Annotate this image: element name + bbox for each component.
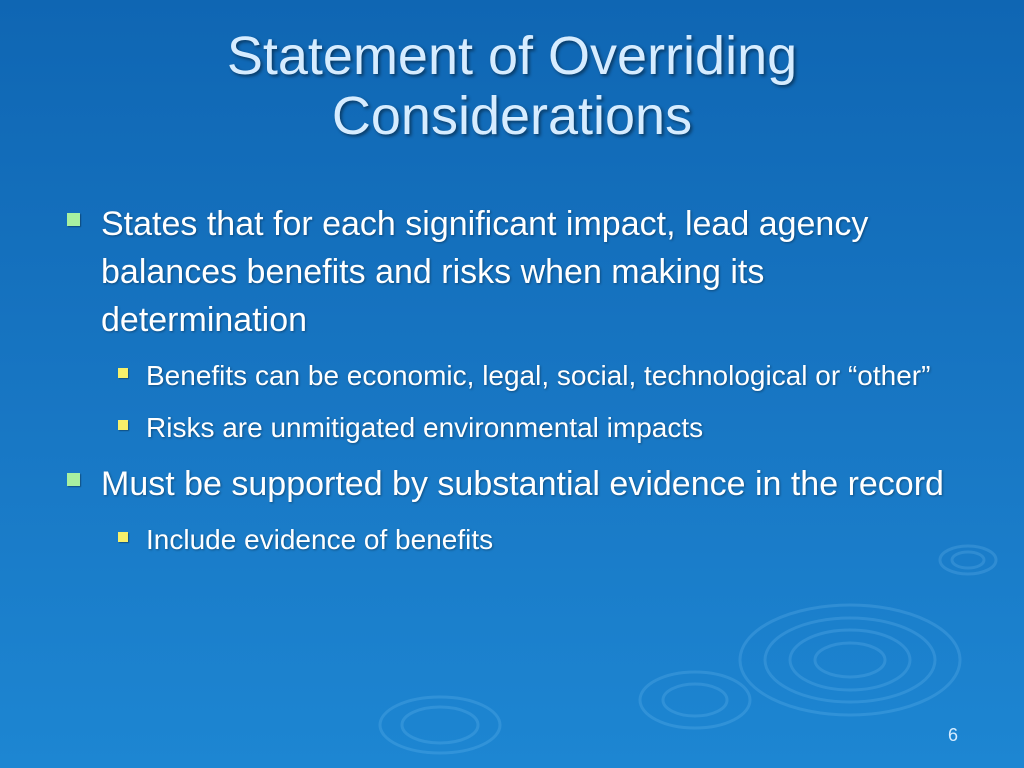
sub-bullet-text: Risks are unmitigated environmental impacts (146, 412, 704, 443)
square-bullet-icon (118, 368, 128, 378)
bullet-item (60, 460, 970, 508)
square-bullet-icon (67, 213, 80, 226)
slide-number: 6 (948, 725, 959, 745)
slide-title (0, 26, 1024, 146)
slide-title-line-2: Considerations (331, 86, 693, 146)
bullet-list (60, 200, 970, 572)
square-bullet-icon (67, 473, 80, 486)
sub-bullet-text: Benefits can be economic, legal, social, technological or “other” (146, 360, 931, 391)
bullet-text: States that for each significant impact, lead agency balances benefits and risks when making its determination (101, 205, 869, 339)
slide-title-line-1: Statement of Overriding (226, 26, 798, 86)
square-bullet-icon (118, 420, 128, 430)
sub-bullet-item (60, 356, 970, 395)
sub-bullet-item (60, 520, 970, 559)
sub-bullet-text: Include evidence of benefits (146, 524, 494, 555)
bullet-text: Must be supported by substantial evidence in the record (101, 465, 944, 503)
square-bullet-icon (118, 532, 128, 542)
sub-bullet-item (60, 408, 970, 447)
bullet-item (60, 200, 970, 344)
